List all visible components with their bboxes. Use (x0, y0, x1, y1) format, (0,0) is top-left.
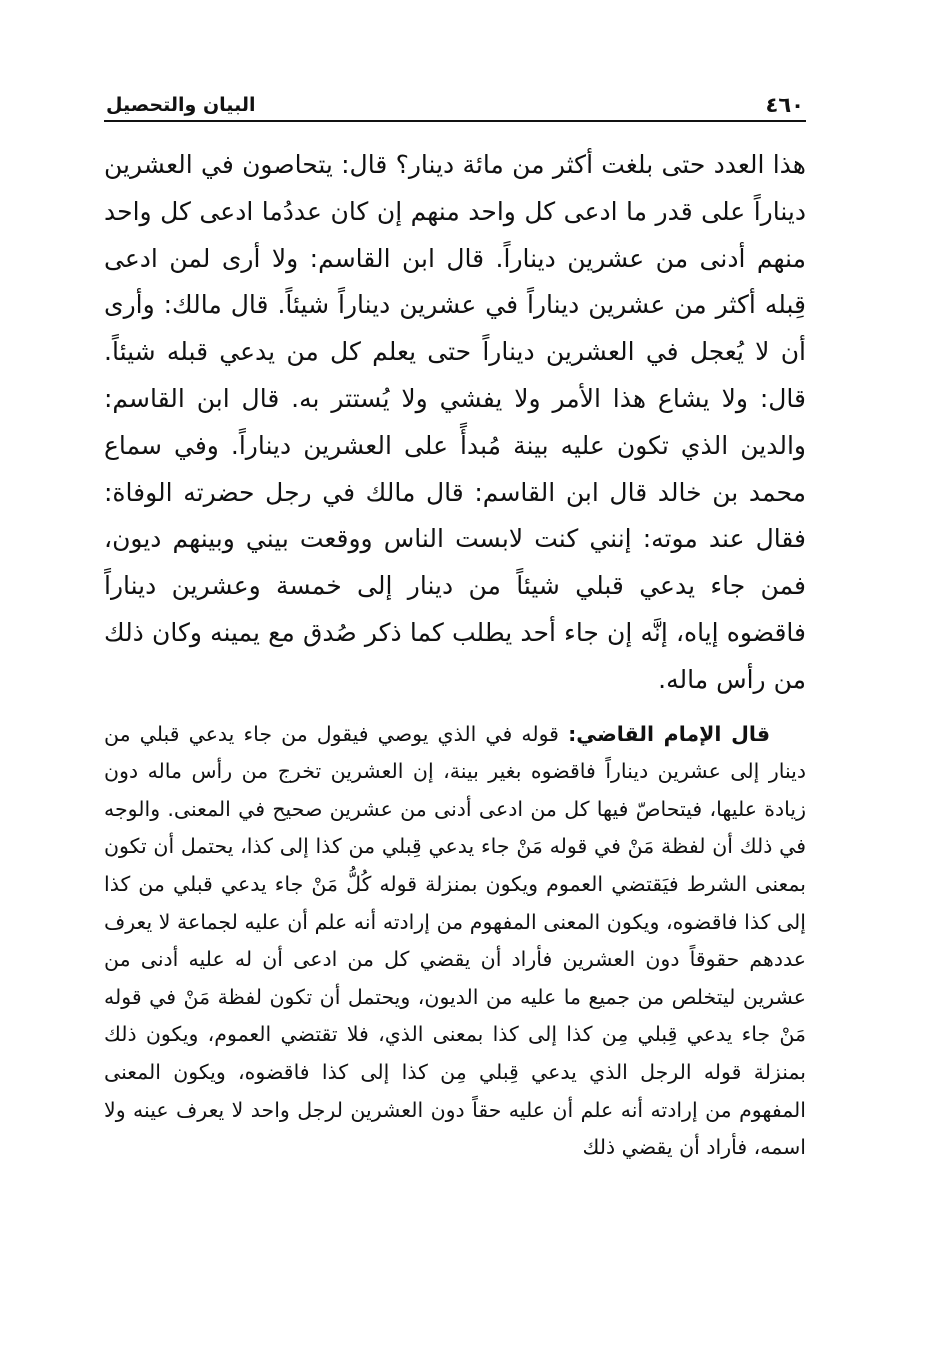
commentary-body: قوله في الذي يوصي فيقول من جاء يدعي قبلي من دينار إلى عشرين ديناراً فاقضوه بغير بينة، إن العشرين تخرج من رأس ماله دون زيادة عليها، فيتحاصّ فيها كل من ادعى أدنى من عشرين صحيح في المعنى. والوجه في ذلك أن لفظة مَنْ في قوله مَنْ جاء يدعي قِبلي من كذا إلى كذا، يحتمل أن تكون بمعنى الشرط فيَقتضي العموم ويكون بمنزلة قوله كُلُّ مَنْ جاء يدعي قبلي من كذا إلى كذا فاقضوه، ويكون المعنى المفهوم من إرادته أنه علم أن عليه لجماعة لا يعرف عددهم حقوقاً دون العشرين فأراد أن يقضي كل من ادعى أن له عليه أدنى من عشرين ليتخلص من جميع ما عليه من الديون، ويحتمل أن تكون لفظة مَنْ في قوله مَنْ جاء يدعي قِبلي مِن كذا إلى كذا بمعنى الذي، فلا تقتضي العموم، ويكون ذلك بمنزلة قوله الرجل الذي يدعي قِبلي مِن كذا إلى كذا فاقضوه، ويكون المعنى المفهوم من إرادته أنه علم أن عليه حقاً دون العشرين لرجل واحد لا يعرف عينه ولا اسمه، فأراد أن يقضي ذلك (104, 721, 806, 1160)
page-number: ٤٦٠ (765, 93, 804, 117)
main-text-paragraph: هذا العدد حتى بلغت أكثر من مائة دينار؟ قال: يتحاصون في العشرين ديناراً على قدر ما ادعى كل واحد منهم إن كان عددُما ادعى كل واحد منهم أدنى من عشرين ديناراً. قال ابن القاسم: ولا أرى لمن ادعى قِبله أكثر من عشرين ديناراً في عشرين ديناراً شيئاً. قال مالك: وأرى أن لا يُعجل في العشرين ديناراً حتى يعلم كل من يدعي قبله شيئاً. قال: ولا يشاع هذا الأمر ولا يفشي ولا يُستتر به. قال ابن القاسم: والدين الذي تكون عليه بينة مُبدأً على العشرين ديناراً. وفي سماع محمد بن خالد قال ابن القاسم: قال مالك في رجل حضرته الوفاة: فقال عند موته: إنني كنت لابست الناس ووقعت بيني وبينهم ديون، فمن جاء يدعي قبلي شيئاً من دينار إلى خمسة وعشرين ديناراً فاقضوه إياه، إنَّه إن جاء أحد يطلب كما ذكر صُدق مع يمينه وكان ذلك من رأس ماله. (104, 150, 806, 694)
commentary-paragraph (104, 716, 806, 1167)
book-page (104, 86, 806, 1286)
running-header (104, 86, 806, 122)
book-title: البيان والتحصيل (106, 94, 256, 116)
commentary-lead: قال الإمام القاضي: (568, 721, 770, 746)
